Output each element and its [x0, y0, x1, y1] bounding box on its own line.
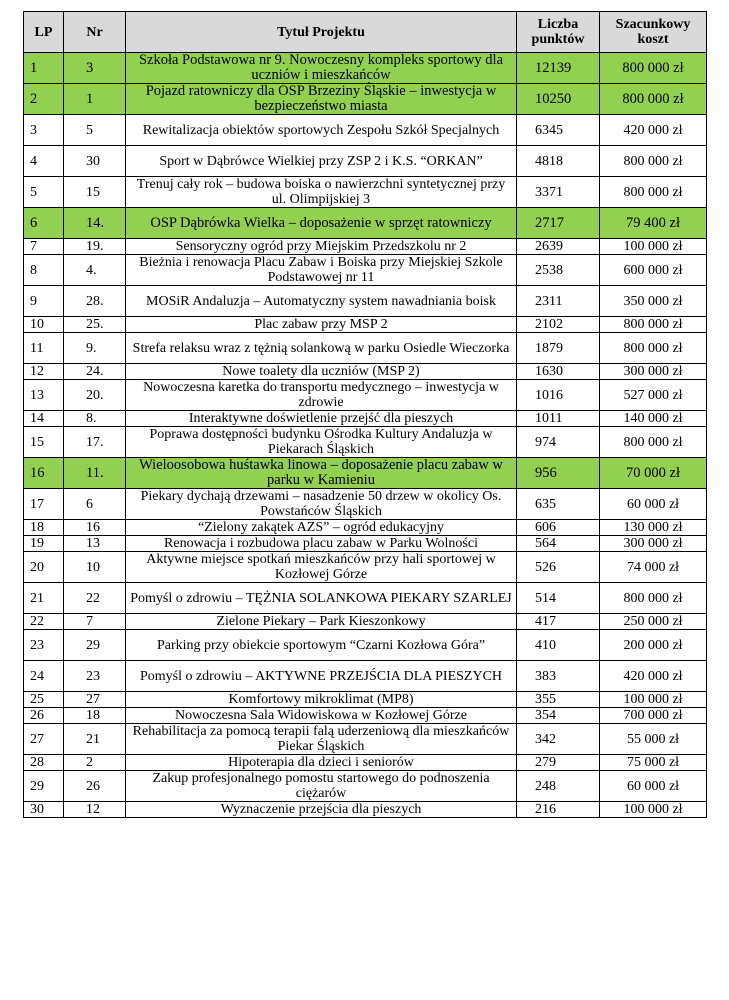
cell-points: 3371 — [517, 177, 600, 208]
cell-title: Pomyśl o zdrowiu – TĘŻNIA SOLANKOWA PIEKARY SZARLEJ — [126, 583, 517, 614]
cell-cost: 74 000 zł — [600, 552, 707, 583]
cell-nr: 19. — [64, 239, 126, 255]
cell-lp: 6 — [24, 208, 64, 239]
cell-cost: 60 000 zł — [600, 489, 707, 520]
cell-cost: 200 000 zł — [600, 630, 707, 661]
cell-title: Nowoczesna karetka do transportu medycznego – inwestycja w zdrowie — [126, 380, 517, 411]
cell-title: Pomyśl o zdrowiu – AKTYWNE PRZEJŚCIA DLA PIESZYCH — [126, 661, 517, 692]
cell-lp: 16 — [24, 458, 64, 489]
cell-cost: 800 000 zł — [600, 53, 707, 84]
table-row — [24, 208, 707, 239]
cell-points: 216 — [517, 802, 600, 818]
cell-cost: 800 000 zł — [600, 146, 707, 177]
table-row — [24, 333, 707, 364]
cell-title: Szkoła Podstawowa nr 9. Nowoczesny kompleks sportowy dla uczniów i mieszkańców — [126, 53, 517, 84]
cell-lp: 19 — [24, 536, 64, 552]
cell-lp: 3 — [24, 115, 64, 146]
cell-nr: 23 — [64, 661, 126, 692]
cell-lp: 30 — [24, 802, 64, 818]
cell-title: Trenuj cały rok – budowa boiska o nawierzchni syntetycznej przy ul. Olimpijskiej 3 — [126, 177, 517, 208]
cell-title: Rehabilitacja za pomocą terapii falą uderzeniową dla mieszkańców Piekar Śląskich — [126, 724, 517, 755]
cell-nr: 22 — [64, 583, 126, 614]
table-row — [24, 630, 707, 661]
cell-nr: 4. — [64, 255, 126, 286]
header-row — [24, 12, 707, 53]
cell-points: 1011 — [517, 411, 600, 427]
cell-title: Sensoryczny ogród przy Miejskim Przedszkolu nr 2 — [126, 239, 517, 255]
cell-lp: 17 — [24, 489, 64, 520]
cell-title: Nowe toalety dla uczniów (MSP 2) — [126, 364, 517, 380]
cell-points: 2717 — [517, 208, 600, 239]
cell-title: Rewitalizacja obiektów sportowych Zespołu Szkół Specjalnych — [126, 115, 517, 146]
cell-lp: 5 — [24, 177, 64, 208]
cell-title: Nowoczesna Sala Widowiskowa w Kozłowej Górze — [126, 708, 517, 724]
table-row — [24, 692, 707, 708]
table-row — [24, 489, 707, 520]
cell-title: Parking przy obiekcie sportowym “Czarni Kozłowa Góra” — [126, 630, 517, 661]
cell-nr: 8. — [64, 411, 126, 427]
cell-title: Interaktywne doświetlenie przejść dla pieszych — [126, 411, 517, 427]
cell-nr: 29 — [64, 630, 126, 661]
cell-nr: 6 — [64, 489, 126, 520]
cell-cost: 140 000 zł — [600, 411, 707, 427]
cell-points: 342 — [517, 724, 600, 755]
cell-cost: 130 000 zł — [600, 520, 707, 536]
cell-cost: 100 000 zł — [600, 802, 707, 818]
cell-cost: 800 000 zł — [600, 333, 707, 364]
cell-lp: 29 — [24, 771, 64, 802]
results-table — [23, 11, 707, 818]
cell-nr: 3 — [64, 53, 126, 84]
table-row — [24, 255, 707, 286]
cell-points: 355 — [517, 692, 600, 708]
cell-lp: 15 — [24, 427, 64, 458]
cell-nr: 25. — [64, 317, 126, 333]
cell-lp: 1 — [24, 53, 64, 84]
table-row — [24, 755, 707, 771]
cell-nr: 20. — [64, 380, 126, 411]
cell-cost: 350 000 zł — [600, 286, 707, 317]
table-row — [24, 724, 707, 755]
table-row — [24, 458, 707, 489]
cell-points: 606 — [517, 520, 600, 536]
table-row — [24, 380, 707, 411]
cell-nr: 5 — [64, 115, 126, 146]
cell-cost: 800 000 zł — [600, 583, 707, 614]
table-row — [24, 708, 707, 724]
cell-lp: 25 — [24, 692, 64, 708]
cell-nr: 11. — [64, 458, 126, 489]
table-row — [24, 286, 707, 317]
table-row — [24, 802, 707, 818]
cell-points: 354 — [517, 708, 600, 724]
table-row — [24, 239, 707, 255]
table-row — [24, 661, 707, 692]
cell-title: Zielone Piekary – Park Kieszonkowy — [126, 614, 517, 630]
cell-points: 1630 — [517, 364, 600, 380]
cell-lp: 10 — [24, 317, 64, 333]
table-row — [24, 411, 707, 427]
cell-lp: 9 — [24, 286, 64, 317]
cell-nr: 26 — [64, 771, 126, 802]
cell-title: Pojazd ratowniczy dla OSP Brzeziny Śląskie – inwestycja w bezpieczeństwo miasta — [126, 84, 517, 115]
cell-nr: 9. — [64, 333, 126, 364]
header-points: Liczba punktów — [517, 12, 600, 53]
cell-title: MOSiR Andaluzja – Automatyczny system nawadniania boisk — [126, 286, 517, 317]
cell-lp: 27 — [24, 724, 64, 755]
cell-nr: 10 — [64, 552, 126, 583]
cell-title: Bieżnia i renowacja Placu Zabaw i Boiska przy Miejskiej Szkole Podstawowej nr 11 — [126, 255, 517, 286]
cell-lp: 28 — [24, 755, 64, 771]
cell-points: 635 — [517, 489, 600, 520]
cell-title: “Zielony zakątek AZS” – ogród edukacyjny — [126, 520, 517, 536]
cell-points: 2639 — [517, 239, 600, 255]
table-row — [24, 84, 707, 115]
cell-points: 6345 — [517, 115, 600, 146]
cell-points: 564 — [517, 536, 600, 552]
table-body — [24, 53, 707, 818]
cell-lp: 7 — [24, 239, 64, 255]
cell-points: 526 — [517, 552, 600, 583]
cell-lp: 2 — [24, 84, 64, 115]
cell-points: 12139 — [517, 53, 600, 84]
cell-cost: 70 000 zł — [600, 458, 707, 489]
table-row — [24, 771, 707, 802]
cell-nr: 13 — [64, 536, 126, 552]
cell-title: OSP Dąbrówka Wielka – doposażenie w sprzęt ratowniczy — [126, 208, 517, 239]
cell-nr: 24. — [64, 364, 126, 380]
cell-nr: 17. — [64, 427, 126, 458]
header-cost: Szacunkowy koszt — [600, 12, 707, 53]
cell-cost: 250 000 zł — [600, 614, 707, 630]
table-row — [24, 614, 707, 630]
cell-points: 4818 — [517, 146, 600, 177]
cell-points: 514 — [517, 583, 600, 614]
cell-points: 417 — [517, 614, 600, 630]
cell-cost: 800 000 zł — [600, 427, 707, 458]
cell-nr: 2 — [64, 755, 126, 771]
cell-nr: 7 — [64, 614, 126, 630]
cell-lp: 23 — [24, 630, 64, 661]
cell-lp: 11 — [24, 333, 64, 364]
header-title: Tytuł Projektu — [126, 12, 517, 53]
cell-points: 1879 — [517, 333, 600, 364]
cell-points: 956 — [517, 458, 600, 489]
cell-cost: 800 000 zł — [600, 317, 707, 333]
cell-title: Plac zabaw przy MSP 2 — [126, 317, 517, 333]
cell-cost: 79 400 zł — [600, 208, 707, 239]
table-row — [24, 115, 707, 146]
cell-lp: 24 — [24, 661, 64, 692]
table-row — [24, 317, 707, 333]
cell-lp: 20 — [24, 552, 64, 583]
cell-cost: 100 000 zł — [600, 692, 707, 708]
cell-lp: 4 — [24, 146, 64, 177]
table-row — [24, 146, 707, 177]
cell-cost: 100 000 zł — [600, 239, 707, 255]
cell-cost: 800 000 zł — [600, 177, 707, 208]
table-row — [24, 364, 707, 380]
cell-nr: 30 — [64, 146, 126, 177]
cell-nr: 12 — [64, 802, 126, 818]
cell-cost: 300 000 zł — [600, 364, 707, 380]
cell-cost: 700 000 zł — [600, 708, 707, 724]
cell-nr: 27 — [64, 692, 126, 708]
cell-title: Hipoterapia dla dzieci i seniorów — [126, 755, 517, 771]
table-row — [24, 536, 707, 552]
cell-title: Piekary dychają drzewami – nasadzenie 50 drzew w okolicy Os. Powstańców Śląskich — [126, 489, 517, 520]
cell-cost: 527 000 zł — [600, 380, 707, 411]
cell-title: Wyznaczenie przejścia dla pieszych — [126, 802, 517, 818]
cell-lp: 12 — [24, 364, 64, 380]
cell-lp: 26 — [24, 708, 64, 724]
cell-lp: 14 — [24, 411, 64, 427]
cell-nr: 16 — [64, 520, 126, 536]
header-nr: Nr — [64, 12, 126, 53]
cell-title: Strefa relaksu wraz z tężnią solankową w parku Osiedle Wieczorka — [126, 333, 517, 364]
cell-nr: 14. — [64, 208, 126, 239]
cell-cost: 55 000 zł — [600, 724, 707, 755]
cell-lp: 22 — [24, 614, 64, 630]
cell-title: Renowacja i rozbudowa placu zabaw w Parku Wolności — [126, 536, 517, 552]
cell-cost: 800 000 zł — [600, 84, 707, 115]
cell-nr: 1 — [64, 84, 126, 115]
cell-title: Komfortowy mikroklimat (MP8) — [126, 692, 517, 708]
cell-nr: 28. — [64, 286, 126, 317]
table-row — [24, 520, 707, 536]
cell-points: 974 — [517, 427, 600, 458]
cell-title: Sport w Dąbrówce Wielkiej przy ZSP 2 i K.S. “ORKAN” — [126, 146, 517, 177]
cell-cost: 420 000 zł — [600, 115, 707, 146]
cell-points: 10250 — [517, 84, 600, 115]
cell-title: Poprawa dostępności budynku Ośrodka Kultury Andaluzja w Piekarach Śląskich — [126, 427, 517, 458]
cell-nr: 15 — [64, 177, 126, 208]
cell-points: 2102 — [517, 317, 600, 333]
cell-cost: 60 000 zł — [600, 771, 707, 802]
cell-cost: 75 000 zł — [600, 755, 707, 771]
cell-lp: 21 — [24, 583, 64, 614]
cell-nr: 21 — [64, 724, 126, 755]
cell-points: 2311 — [517, 286, 600, 317]
table-row — [24, 552, 707, 583]
cell-lp: 8 — [24, 255, 64, 286]
cell-cost: 600 000 zł — [600, 255, 707, 286]
cell-points: 2538 — [517, 255, 600, 286]
table-row — [24, 177, 707, 208]
table-row — [24, 427, 707, 458]
cell-title: Zakup profesjonalnego pomostu startowego do podnoszenia ciężarów — [126, 771, 517, 802]
cell-points: 383 — [517, 661, 600, 692]
table-row — [24, 583, 707, 614]
cell-cost: 420 000 zł — [600, 661, 707, 692]
cell-nr: 18 — [64, 708, 126, 724]
cell-cost: 300 000 zł — [600, 536, 707, 552]
cell-title: Wieloosobowa huśtawka linowa – doposażenie placu zabaw w parku w Kamieniu — [126, 458, 517, 489]
header-lp: LP — [24, 12, 64, 53]
table-row — [24, 53, 707, 84]
cell-title: Aktywne miejsce spotkań mieszkańców przy hali sportowej w Kozłowej Górze — [126, 552, 517, 583]
cell-lp: 13 — [24, 380, 64, 411]
cell-points: 410 — [517, 630, 600, 661]
cell-points: 248 — [517, 771, 600, 802]
cell-points: 1016 — [517, 380, 600, 411]
cell-lp: 18 — [24, 520, 64, 536]
cell-points: 279 — [517, 755, 600, 771]
